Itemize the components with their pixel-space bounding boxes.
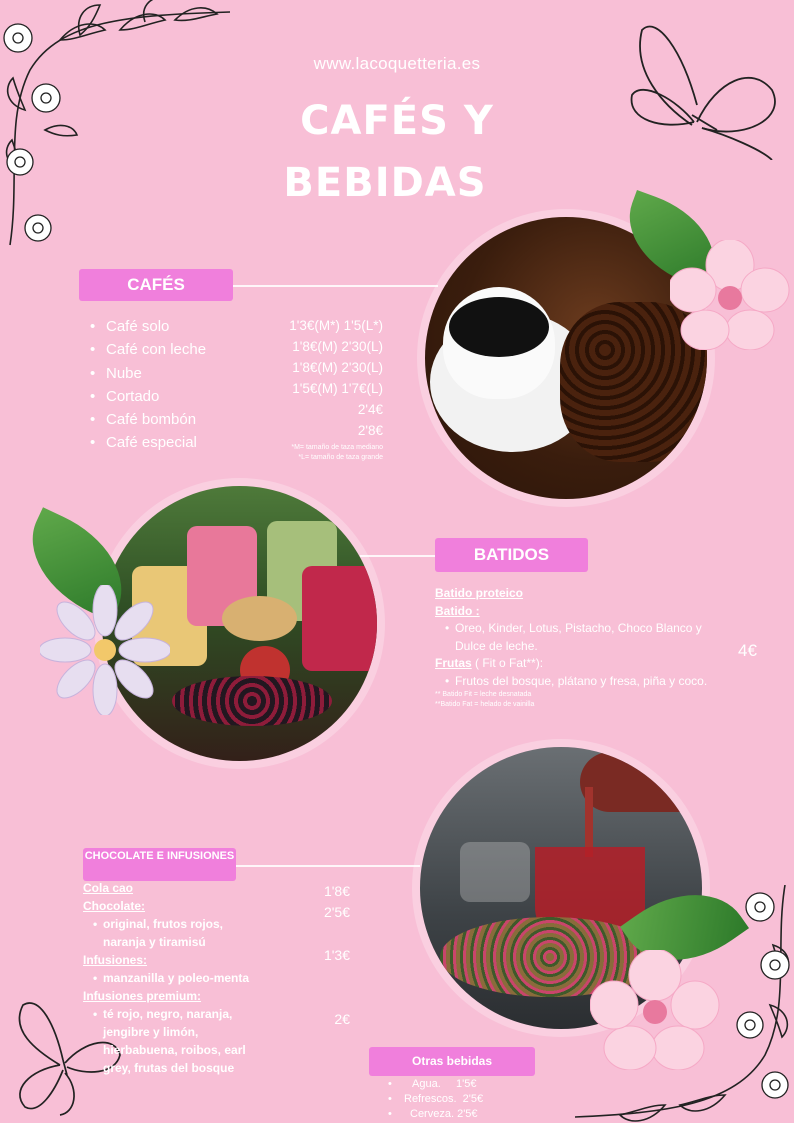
batido-flavors-list: [435, 620, 715, 655]
flower-icon: [40, 585, 170, 715]
list-item: • Café especial: [80, 431, 280, 454]
colacao-price: 1'8€: [323, 883, 350, 899]
cafes-heading: CAFÉS: [79, 269, 233, 301]
list-item: • Café solo: [80, 315, 280, 338]
website-url[interactable]: www.lacoquetteria.es: [313, 54, 481, 73]
chocolate-divider: [236, 865, 420, 867]
granola-bowl: [222, 596, 297, 641]
list-item: • té rojo, negro, naranja, jengibre y limón, hierbabuena, roibos, earl grey, frutas del bosque: [83, 1005, 258, 1077]
otras-list: [378, 1077, 538, 1122]
batidos-content: [435, 585, 715, 710]
berries: [172, 676, 332, 726]
note-large: *L= tamaño de taza grande: [298, 454, 383, 461]
list-item: • Oreo, Kinder, Lotus, Pistacho, Choco Blanco y Dulce de leche.: [435, 620, 715, 655]
chocolate-flavors-list: [83, 915, 258, 951]
batido-note-fit: ** Batido Fit = leche desnatada: [435, 691, 532, 698]
price: 1'8€(M) 2'30(L): [292, 339, 383, 354]
list-item: • Refrescos. 2'5€: [378, 1092, 538, 1107]
floral-corner-bottom-right-icon: [575, 885, 794, 1123]
list-item: • manzanilla y poleo-menta: [83, 969, 258, 987]
list-item: • Cerveza. 2'5€: [378, 1107, 538, 1122]
list-item: • Cortado: [80, 385, 280, 408]
note-medium: *M= tamaño de taza mediano: [291, 444, 383, 451]
list-item: • Agua. 1'5€: [378, 1077, 538, 1092]
colacao-label: Cola cao: [83, 881, 134, 895]
price: 2'4€: [357, 402, 383, 417]
premium-price: 2€: [334, 1011, 350, 1027]
price: 1'8€(M) 2'30(L): [292, 360, 383, 375]
cafes-size-notes: [288, 443, 383, 463]
frutas-list: [435, 673, 715, 691]
list-item: • Frutos del bosque, plátano y fresa, piña y coco.: [435, 673, 715, 691]
list-item: • Café bombón: [80, 408, 280, 431]
glass-jar: [460, 842, 530, 902]
list-item: • original, frutos rojos, naranja y tiramisú: [83, 915, 258, 951]
price: 2'8€: [357, 423, 383, 438]
batido-proteico: Batido proteico: [435, 586, 524, 600]
list-item: • Nube: [80, 362, 280, 385]
chocolate-price: 2'5€: [323, 904, 350, 920]
batidos-heading: BATIDOS: [435, 538, 588, 572]
batidos-price: 4€: [738, 641, 757, 660]
otras-heading: Otras bebidas: [369, 1047, 535, 1076]
glass-red: [302, 566, 377, 671]
page-title-line2: BEBIDAS: [283, 160, 487, 206]
price: 1'5€(M) 1'7€(L): [292, 381, 383, 396]
page-title: CAFÉS Y: [300, 98, 494, 144]
price: 1'3€(M*) 1'5(L*): [289, 318, 383, 333]
infusiones-list: [83, 969, 258, 987]
chocolate-heading: CHOCOLATE E INFUSIONES: [83, 848, 236, 881]
infusiones-label: Infusiones:: [83, 953, 148, 967]
frutas-line: [435, 655, 715, 673]
infusiones-price: 1'3€: [323, 947, 350, 963]
frutas-label: Frutas: [435, 656, 472, 670]
frutas-suffix: ( Fit o Fat**):: [471, 656, 544, 670]
coffee-surface: [449, 297, 549, 357]
chocolate-content: [83, 879, 258, 1077]
cafes-prices: [240, 315, 383, 441]
teapot: [580, 752, 702, 812]
batido-label: Batido :: [435, 603, 480, 618]
premium-label: Infusiones premium:: [83, 989, 202, 1003]
flower-icon: [670, 240, 790, 350]
cafes-divider: [233, 285, 438, 287]
chocolate-label: Chocolate:: [83, 899, 146, 913]
batido-note-fat: **Batido Fat = helado de vainilla: [435, 701, 535, 708]
batidos-divider: [360, 555, 435, 557]
list-item: • Café con leche: [80, 338, 280, 361]
premium-list: [83, 1005, 258, 1077]
